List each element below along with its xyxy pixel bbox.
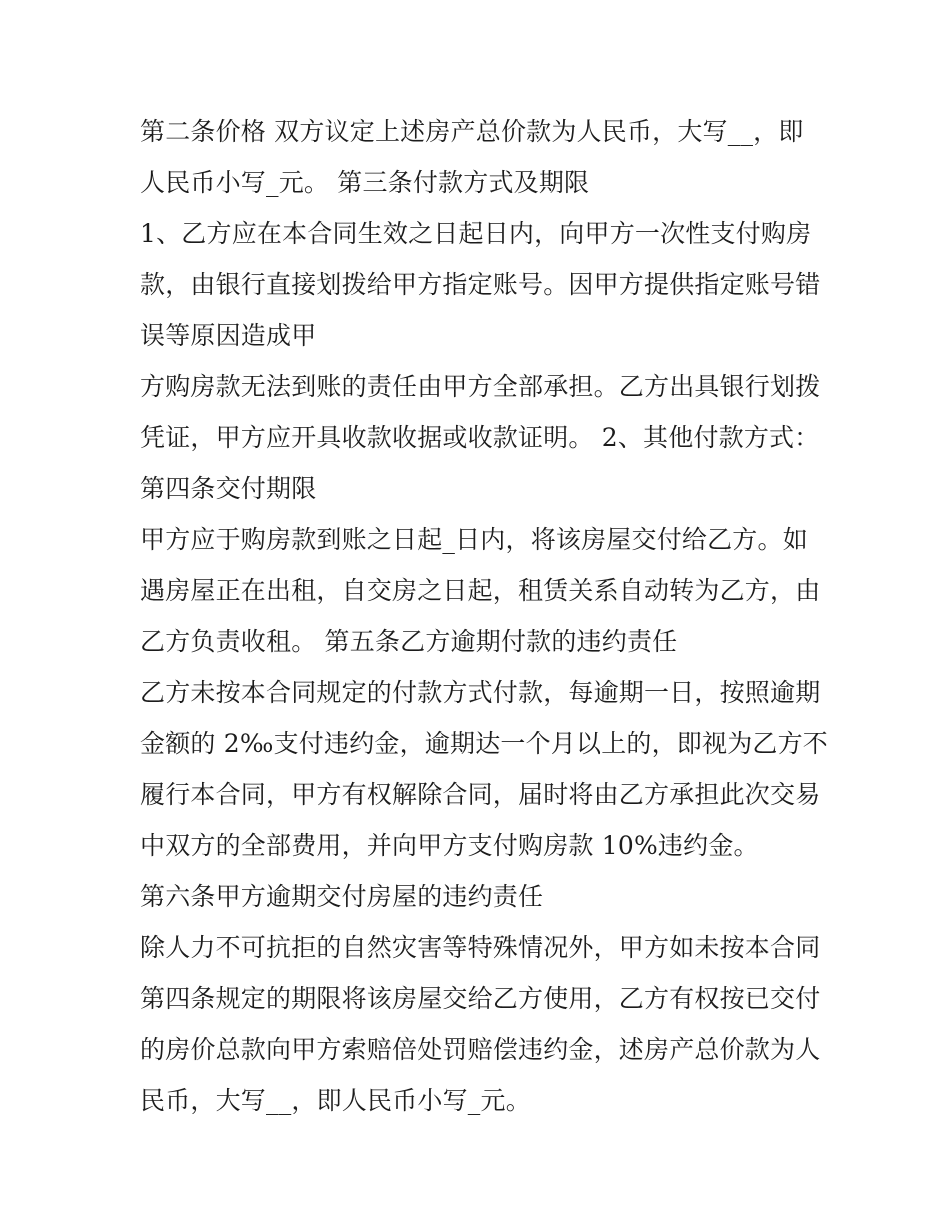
text-line: 凭证，甲方应开具收款收据或收款证明。 2、其他付款方式： [140, 423, 820, 452]
text-line: 的房价总款向甲方索赔倍处罚赔偿违约金，述房产总价款为人 [140, 1035, 821, 1064]
text-line: 乙方未按本合同规定的付款方式付款，每逾期一日，按照逾期 [140, 678, 821, 707]
text-line: 金额的 2‰支付违约金，逾期达一个月以上的，即视为乙方不 [140, 729, 828, 758]
text-line: 民币，大写__，即人民币小写_元。 [140, 1086, 531, 1115]
text-line: 第二条价格 双方议定上述房产总价款为人民币，大写__，即 [140, 117, 804, 146]
text-line: 款，由银行直接划拨给甲方指定账号。因甲方提供指定账号错 [140, 270, 821, 299]
section-heading: 第四条交付期限 [140, 474, 317, 503]
text-line: 误等原因造成甲 [140, 321, 317, 350]
contract-text-body [140, 106, 840, 1126]
section-heading: 第六条甲方逾期交付房屋的违约责任 [140, 882, 544, 911]
text-line: 方购房款无法到账的责任由甲方全部承担。乙方出具银行划拨 [140, 372, 821, 401]
text-line: 履行本合同，甲方有权解除合同，届时将由乙方承担此次交易 [140, 780, 821, 809]
text-line: 人民币小写_元。 第三条付款方式及期限 [140, 168, 590, 197]
text-line: 乙方负责收租。 第五条乙方逾期付款的违约责任 [140, 627, 678, 656]
text-line: 第四条规定的期限将该房屋交给乙方使用，乙方有权按已交付 [140, 984, 821, 1013]
text-line: 遇房屋正在出租，自交房之日起，租赁关系自动转为乙方，由 [140, 576, 821, 605]
text-line: 1、乙方应在本合同生效之日起日内，向甲方一次性支付购房 [140, 219, 812, 248]
text-line: 除人力不可抗拒的自然灾害等特殊情况外，甲方如未按本合同 [140, 933, 821, 962]
text-line: 中双方的全部费用，并向甲方支付购房款 10%违约金。 [140, 831, 759, 860]
text-line: 甲方应于购房款到账之日起_日内，将该房屋交付给乙方。如 [140, 525, 808, 554]
